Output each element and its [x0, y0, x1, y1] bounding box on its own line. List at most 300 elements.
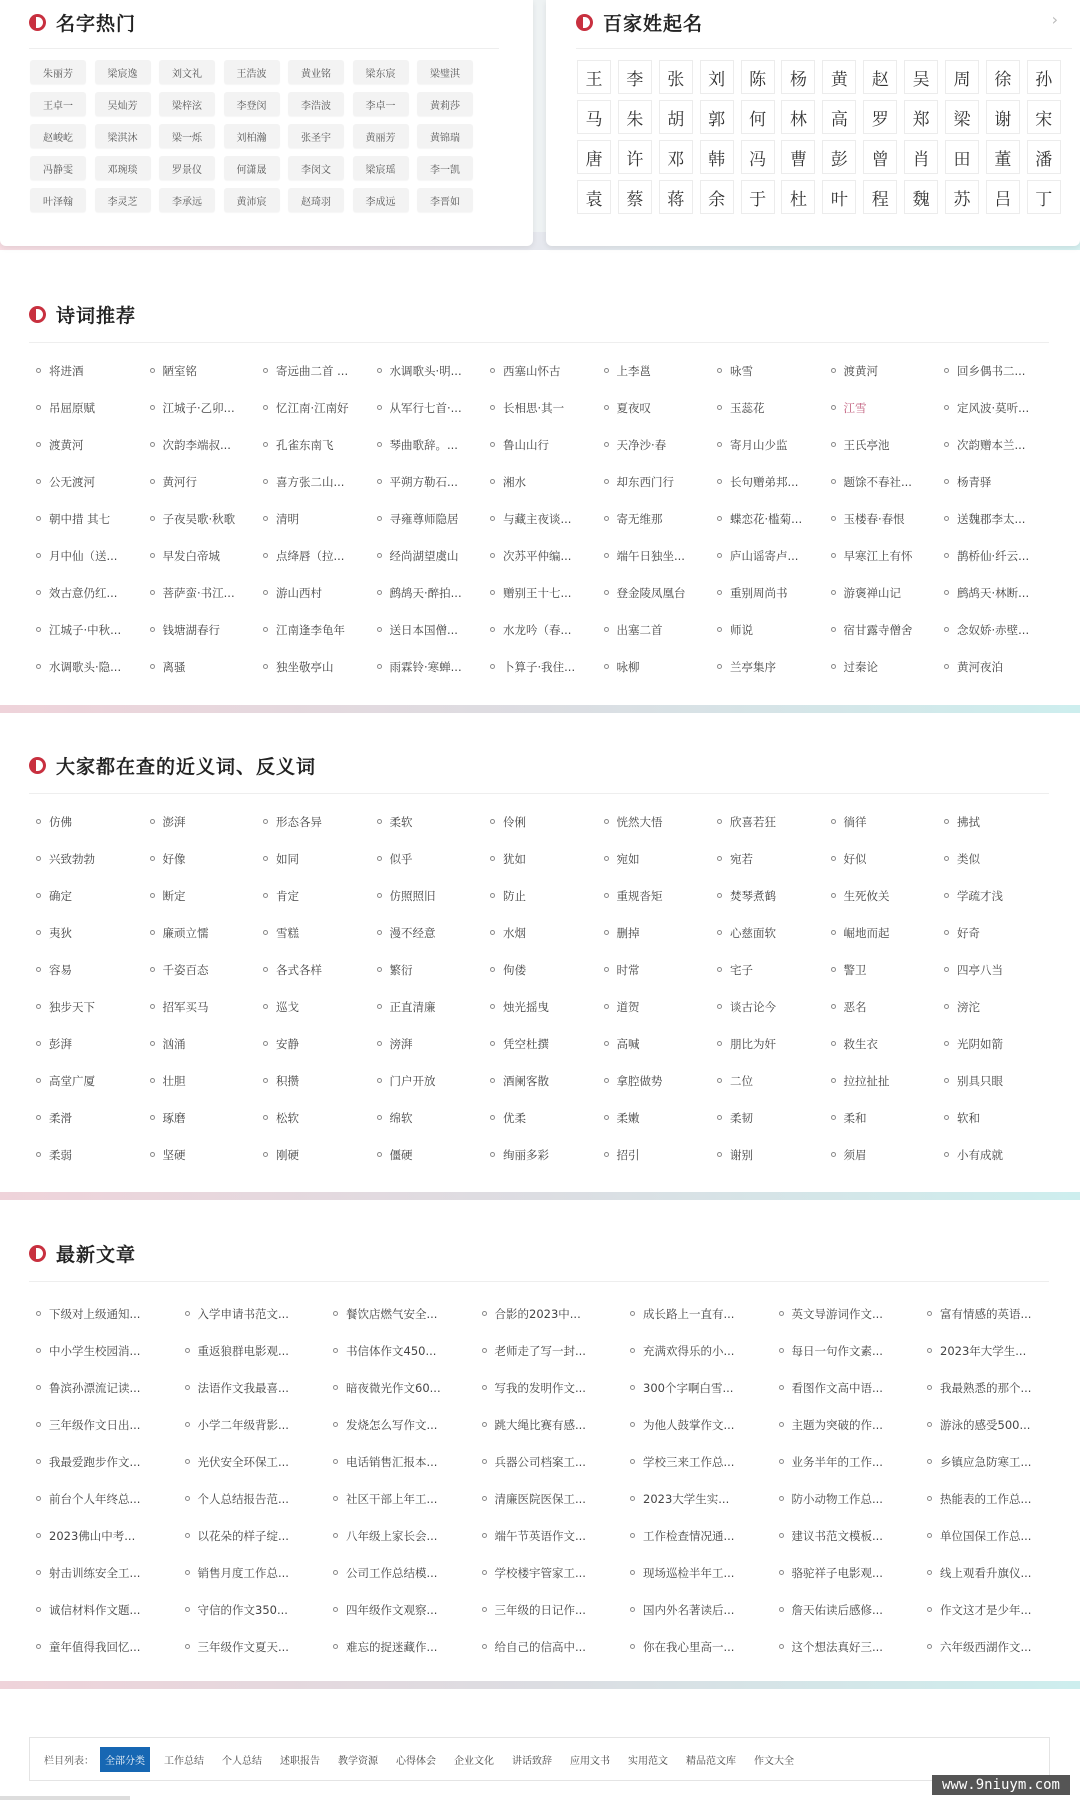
poem-link[interactable]: [604, 648, 718, 685]
surname-cell[interactable]: 余: [700, 180, 734, 214]
word-link[interactable]: [604, 1136, 718, 1173]
name-chip[interactable]: 何潇晟: [224, 156, 280, 180]
word-link[interactable]: [36, 877, 150, 914]
word-link[interactable]: [717, 1062, 831, 1099]
poem-link[interactable]: [944, 500, 1058, 537]
word-link[interactable]: [150, 877, 264, 914]
word-link[interactable]: [944, 1025, 1058, 1062]
article-link[interactable]: [185, 1369, 334, 1406]
word-link[interactable]: [36, 988, 150, 1025]
poem-link[interactable]: [263, 500, 377, 537]
word-link[interactable]: [831, 803, 945, 840]
surname-cell[interactable]: 许: [618, 140, 652, 174]
article-link[interactable]: [927, 1332, 1076, 1369]
article-link[interactable]: [36, 1369, 185, 1406]
article-link[interactable]: [36, 1332, 185, 1369]
poem-link[interactable]: [831, 611, 945, 648]
poem-link[interactable]: [377, 648, 491, 685]
word-link[interactable]: [36, 1136, 150, 1173]
name-chip[interactable]: 黄丽芳: [353, 124, 409, 148]
poem-link[interactable]: [717, 574, 831, 611]
word-link[interactable]: [717, 951, 831, 988]
word-link[interactable]: [263, 803, 377, 840]
word-link[interactable]: [944, 914, 1058, 951]
word-link[interactable]: [944, 951, 1058, 988]
word-link[interactable]: [36, 1025, 150, 1062]
article-link[interactable]: [185, 1591, 334, 1628]
poem-link[interactable]: [263, 352, 377, 389]
surname-cell[interactable]: 苏: [945, 180, 979, 214]
article-link[interactable]: [482, 1517, 631, 1554]
name-chip[interactable]: 王卓一: [30, 92, 86, 116]
article-link[interactable]: [779, 1406, 928, 1443]
surname-cell[interactable]: 魏: [904, 180, 938, 214]
name-chip[interactable]: 黄莉莎: [417, 92, 473, 116]
poem-link[interactable]: [717, 352, 831, 389]
article-link[interactable]: [927, 1591, 1076, 1628]
article-link[interactable]: [185, 1295, 334, 1332]
poem-link[interactable]: [263, 426, 377, 463]
poem-link[interactable]: [717, 611, 831, 648]
word-link[interactable]: [150, 1025, 264, 1062]
surname-cell[interactable]: 朱: [618, 100, 652, 134]
poem-link[interactable]: [717, 500, 831, 537]
surname-cell[interactable]: 周: [945, 60, 979, 94]
article-link[interactable]: [333, 1480, 482, 1517]
word-link[interactable]: [831, 951, 945, 988]
category-tab[interactable]: 实用范文: [628, 1755, 668, 1767]
article-link[interactable]: [630, 1295, 779, 1332]
surname-cell[interactable]: 董: [986, 140, 1020, 174]
article-link[interactable]: [36, 1628, 185, 1665]
poem-link[interactable]: [944, 352, 1058, 389]
poem-link[interactable]: [377, 537, 491, 574]
category-tab[interactable]: 作文大全: [754, 1755, 794, 1767]
surname-cell[interactable]: 肖: [904, 140, 938, 174]
article-link[interactable]: [482, 1295, 631, 1332]
poem-link[interactable]: [831, 352, 945, 389]
word-link[interactable]: [831, 877, 945, 914]
poem-link[interactable]: [36, 352, 150, 389]
poem-link[interactable]: [377, 389, 491, 426]
name-chip[interactable]: 梁璧淇: [417, 60, 473, 84]
word-link[interactable]: [717, 803, 831, 840]
article-link[interactable]: [779, 1591, 928, 1628]
word-link[interactable]: [604, 803, 718, 840]
poem-link[interactable]: [377, 426, 491, 463]
poem-link[interactable]: [150, 500, 264, 537]
word-link[interactable]: [944, 1136, 1058, 1173]
category-tab[interactable]: 心得体会: [396, 1755, 436, 1767]
poem-link[interactable]: [150, 463, 264, 500]
word-link[interactable]: [717, 877, 831, 914]
name-chip[interactable]: 罗景仪: [159, 156, 215, 180]
article-link[interactable]: [630, 1332, 779, 1369]
poem-link[interactable]: [831, 500, 945, 537]
article-link[interactable]: [927, 1517, 1076, 1554]
word-link[interactable]: [263, 840, 377, 877]
poem-link[interactable]: [377, 574, 491, 611]
word-link[interactable]: [831, 1099, 945, 1136]
article-link[interactable]: [630, 1591, 779, 1628]
poem-link[interactable]: [604, 463, 718, 500]
surname-cell[interactable]: 林: [781, 100, 815, 134]
article-link[interactable]: [779, 1332, 928, 1369]
poem-link[interactable]: [263, 537, 377, 574]
word-link[interactable]: [490, 877, 604, 914]
word-link[interactable]: [717, 914, 831, 951]
article-link[interactable]: [333, 1554, 482, 1591]
word-link[interactable]: [717, 988, 831, 1025]
surname-cell[interactable]: 曹: [781, 140, 815, 174]
article-link[interactable]: [927, 1406, 1076, 1443]
article-link[interactable]: [927, 1295, 1076, 1332]
word-link[interactable]: [263, 951, 377, 988]
article-link[interactable]: [630, 1443, 779, 1480]
name-chip[interactable]: 叶泽翰: [30, 188, 86, 212]
word-link[interactable]: [604, 840, 718, 877]
category-tab[interactable]: 工作总结: [164, 1755, 204, 1767]
article-link[interactable]: [36, 1554, 185, 1591]
name-chip[interactable]: 梁东宸: [353, 60, 409, 84]
surname-cell[interactable]: 孙: [1027, 60, 1061, 94]
surname-cell[interactable]: 田: [945, 140, 979, 174]
article-link[interactable]: [927, 1554, 1076, 1591]
name-chip[interactable]: 朱丽芳: [30, 60, 86, 84]
word-link[interactable]: [263, 877, 377, 914]
name-chip[interactable]: 李一凯: [417, 156, 473, 180]
article-link[interactable]: [333, 1406, 482, 1443]
surname-cell[interactable]: 叶: [822, 180, 856, 214]
name-chip[interactable]: 黄锦瑞: [417, 124, 473, 148]
article-link[interactable]: [36, 1443, 185, 1480]
name-chip[interactable]: 赵峻屹: [30, 124, 86, 148]
poem-link[interactable]: [717, 537, 831, 574]
poem-link[interactable]: [831, 537, 945, 574]
article-link[interactable]: [36, 1295, 185, 1332]
surname-cell[interactable]: 陈: [741, 60, 775, 94]
surname-cell[interactable]: 黄: [822, 60, 856, 94]
name-chip[interactable]: 李灵芝: [95, 188, 151, 212]
name-chip[interactable]: 黄沛宸: [224, 188, 280, 212]
poem-link[interactable]: [263, 574, 377, 611]
poem-link[interactable]: [263, 389, 377, 426]
surname-cell[interactable]: 高: [822, 100, 856, 134]
word-link[interactable]: [490, 1025, 604, 1062]
surname-cell[interactable]: 刘: [700, 60, 734, 94]
article-link[interactable]: [185, 1480, 334, 1517]
poem-link[interactable]: [150, 426, 264, 463]
poem-link[interactable]: [604, 537, 718, 574]
article-link[interactable]: [482, 1406, 631, 1443]
word-link[interactable]: [831, 914, 945, 951]
surname-cell[interactable]: 吕: [986, 180, 1020, 214]
word-link[interactable]: [150, 951, 264, 988]
article-link[interactable]: [630, 1554, 779, 1591]
poem-link[interactable]: [36, 500, 150, 537]
poem-link[interactable]: [490, 648, 604, 685]
word-link[interactable]: [36, 914, 150, 951]
category-tab[interactable]: 全部分类: [100, 1747, 150, 1772]
poem-link[interactable]: [36, 463, 150, 500]
article-link[interactable]: [36, 1591, 185, 1628]
word-link[interactable]: [377, 988, 491, 1025]
surname-cell[interactable]: 胡: [659, 100, 693, 134]
word-link[interactable]: [490, 988, 604, 1025]
word-link[interactable]: [490, 1062, 604, 1099]
word-link[interactable]: [831, 840, 945, 877]
surname-cell[interactable]: 罗: [863, 100, 897, 134]
surname-cell[interactable]: 韩: [700, 140, 734, 174]
article-link[interactable]: [779, 1480, 928, 1517]
poem-link[interactable]: [36, 574, 150, 611]
article-link[interactable]: [630, 1406, 779, 1443]
article-link[interactable]: [36, 1480, 185, 1517]
word-link[interactable]: [377, 877, 491, 914]
article-link[interactable]: [482, 1591, 631, 1628]
name-chip[interactable]: 李闵文: [288, 156, 344, 180]
poem-link[interactable]: [490, 574, 604, 611]
article-link[interactable]: [482, 1480, 631, 1517]
name-chip[interactable]: 李晋如: [417, 188, 473, 212]
poem-link[interactable]: [377, 500, 491, 537]
word-link[interactable]: [150, 988, 264, 1025]
word-link[interactable]: [944, 1099, 1058, 1136]
word-link[interactable]: [490, 1099, 604, 1136]
article-link[interactable]: [630, 1517, 779, 1554]
surname-cell[interactable]: 蒋: [659, 180, 693, 214]
word-link[interactable]: [604, 951, 718, 988]
article-link[interactable]: [185, 1628, 334, 1665]
poem-link[interactable]: [490, 426, 604, 463]
article-link[interactable]: [779, 1295, 928, 1332]
poem-link[interactable]: [150, 537, 264, 574]
word-link[interactable]: [831, 1025, 945, 1062]
name-chip[interactable]: 冯静雯: [30, 156, 86, 180]
surname-cell[interactable]: 何: [741, 100, 775, 134]
article-link[interactable]: [482, 1443, 631, 1480]
word-link[interactable]: [717, 1099, 831, 1136]
word-link[interactable]: [604, 1099, 718, 1136]
name-chip[interactable]: 邓琬琰: [95, 156, 151, 180]
poem-link[interactable]: [263, 611, 377, 648]
word-link[interactable]: [377, 1025, 491, 1062]
poem-link[interactable]: [831, 648, 945, 685]
word-link[interactable]: [263, 1136, 377, 1173]
poem-link[interactable]: [36, 537, 150, 574]
poem-link[interactable]: [944, 463, 1058, 500]
article-link[interactable]: [333, 1443, 482, 1480]
article-link[interactable]: [333, 1369, 482, 1406]
word-link[interactable]: [36, 951, 150, 988]
article-link[interactable]: [927, 1480, 1076, 1517]
article-link[interactable]: [779, 1628, 928, 1665]
article-link[interactable]: [927, 1628, 1076, 1665]
word-link[interactable]: [263, 1062, 377, 1099]
poem-link[interactable]: [944, 648, 1058, 685]
poem-link[interactable]: [490, 389, 604, 426]
surname-cell[interactable]: 丁: [1027, 180, 1061, 214]
article-link[interactable]: [333, 1628, 482, 1665]
poem-link[interactable]: [490, 352, 604, 389]
category-tab[interactable]: 个人总结: [222, 1755, 262, 1767]
word-link[interactable]: [490, 1136, 604, 1173]
article-link[interactable]: [333, 1332, 482, 1369]
name-chip[interactable]: 李浩波: [288, 92, 344, 116]
poem-link[interactable]: [831, 574, 945, 611]
word-link[interactable]: [263, 1025, 377, 1062]
word-link[interactable]: [944, 840, 1058, 877]
word-link[interactable]: [944, 988, 1058, 1025]
surname-cell[interactable]: 梁: [945, 100, 979, 134]
article-link[interactable]: [482, 1554, 631, 1591]
word-link[interactable]: [831, 1062, 945, 1099]
surname-cell[interactable]: 杨: [781, 60, 815, 94]
poem-link[interactable]: [36, 648, 150, 685]
word-link[interactable]: [263, 1099, 377, 1136]
poem-link[interactable]: [377, 611, 491, 648]
poem-link[interactable]: [490, 611, 604, 648]
surname-cell[interactable]: 杜: [781, 180, 815, 214]
poem-link[interactable]: [490, 537, 604, 574]
poem-link[interactable]: [604, 352, 718, 389]
name-chip[interactable]: 李卓一: [353, 92, 409, 116]
poem-link[interactable]: [36, 426, 150, 463]
word-link[interactable]: [377, 1099, 491, 1136]
article-link[interactable]: [779, 1443, 928, 1480]
category-tab[interactable]: 应用文书: [570, 1755, 610, 1767]
poem-link[interactable]: [944, 574, 1058, 611]
category-tab[interactable]: 述职报告: [280, 1755, 320, 1767]
word-link[interactable]: [717, 840, 831, 877]
article-link[interactable]: [36, 1517, 185, 1554]
category-tab[interactable]: 讲话致辞: [512, 1755, 552, 1767]
surname-cell[interactable]: 曾: [863, 140, 897, 174]
article-link[interactable]: [482, 1332, 631, 1369]
poem-link[interactable]: [150, 611, 264, 648]
surname-cell[interactable]: 李: [618, 60, 652, 94]
article-link[interactable]: [333, 1591, 482, 1628]
poem-link[interactable]: [36, 611, 150, 648]
word-link[interactable]: [36, 803, 150, 840]
category-tab[interactable]: 教学资源: [338, 1755, 378, 1767]
word-link[interactable]: [717, 1136, 831, 1173]
surname-cell[interactable]: 唐: [577, 140, 611, 174]
poem-link[interactable]: [150, 574, 264, 611]
name-chip[interactable]: 李承远: [159, 188, 215, 212]
article-link[interactable]: [185, 1332, 334, 1369]
poem-link[interactable]: [717, 389, 831, 426]
article-link[interactable]: [185, 1554, 334, 1591]
word-link[interactable]: [36, 840, 150, 877]
word-link[interactable]: [150, 1062, 264, 1099]
article-link[interactable]: [185, 1406, 334, 1443]
poem-link[interactable]: [717, 648, 831, 685]
poem-link[interactable]: [831, 463, 945, 500]
surname-cell[interactable]: 吴: [904, 60, 938, 94]
surname-cell[interactable]: 邓: [659, 140, 693, 174]
article-link[interactable]: [482, 1628, 631, 1665]
poem-link[interactable]: [490, 500, 604, 537]
poem-link[interactable]: [831, 426, 945, 463]
word-link[interactable]: [944, 803, 1058, 840]
word-link[interactable]: [263, 914, 377, 951]
poem-link[interactable]: [150, 389, 264, 426]
word-link[interactable]: [377, 803, 491, 840]
poem-link[interactable]: [150, 648, 264, 685]
poem-link[interactable]: [717, 426, 831, 463]
poem-link[interactable]: [944, 389, 1058, 426]
name-chip[interactable]: 梁梓泫: [159, 92, 215, 116]
word-link[interactable]: [377, 914, 491, 951]
word-link[interactable]: [377, 951, 491, 988]
word-link[interactable]: [490, 840, 604, 877]
category-tab[interactable]: 企业文化: [454, 1755, 494, 1767]
article-link[interactable]: [630, 1369, 779, 1406]
word-link[interactable]: [36, 1099, 150, 1136]
name-chip[interactable]: 刘文礼: [159, 60, 215, 84]
surname-cell[interactable]: 张: [659, 60, 693, 94]
poem-link[interactable]: [944, 426, 1058, 463]
article-link[interactable]: [36, 1406, 185, 1443]
poem-link[interactable]: [944, 611, 1058, 648]
poem-link[interactable]: [717, 463, 831, 500]
poem-link[interactable]: [377, 352, 491, 389]
chevron-right-icon[interactable]: ›: [1051, 10, 1058, 29]
word-link[interactable]: [377, 840, 491, 877]
word-link[interactable]: [36, 1062, 150, 1099]
word-link[interactable]: [490, 951, 604, 988]
article-link[interactable]: [779, 1554, 928, 1591]
word-link[interactable]: [150, 803, 264, 840]
name-chip[interactable]: 赵琦羽: [288, 188, 344, 212]
surname-cell[interactable]: 赵: [863, 60, 897, 94]
word-link[interactable]: [150, 1136, 264, 1173]
surname-cell[interactable]: 彭: [822, 140, 856, 174]
poem-link[interactable]: [831, 389, 945, 426]
word-link[interactable]: [604, 914, 718, 951]
word-link[interactable]: [604, 988, 718, 1025]
surname-cell[interactable]: 徐: [986, 60, 1020, 94]
name-chip[interactable]: 王浩波: [224, 60, 280, 84]
name-chip[interactable]: 张圣宇: [288, 124, 344, 148]
word-link[interactable]: [377, 1136, 491, 1173]
name-chip[interactable]: 刘柏瀚: [224, 124, 280, 148]
surname-cell[interactable]: 郭: [700, 100, 734, 134]
word-link[interactable]: [944, 877, 1058, 914]
surname-cell[interactable]: 袁: [577, 180, 611, 214]
surname-cell[interactable]: 潘: [1027, 140, 1061, 174]
poem-link[interactable]: [490, 463, 604, 500]
name-chip[interactable]: 梁宸逸: [95, 60, 151, 84]
surname-cell[interactable]: 程: [863, 180, 897, 214]
name-chip[interactable]: 李登闵: [224, 92, 280, 116]
article-link[interactable]: [779, 1369, 928, 1406]
word-link[interactable]: [490, 914, 604, 951]
word-link[interactable]: [263, 988, 377, 1025]
category-tab[interactable]: 精品范文库: [686, 1755, 736, 1767]
poem-link[interactable]: [604, 426, 718, 463]
article-link[interactable]: [630, 1628, 779, 1665]
article-link[interactable]: [630, 1480, 779, 1517]
poem-link[interactable]: [604, 611, 718, 648]
name-chip[interactable]: 梁宸瑶: [353, 156, 409, 180]
surname-cell[interactable]: 宋: [1027, 100, 1061, 134]
surname-cell[interactable]: 冯: [741, 140, 775, 174]
poem-link[interactable]: [604, 500, 718, 537]
poem-link[interactable]: [604, 389, 718, 426]
word-link[interactable]: [150, 1099, 264, 1136]
